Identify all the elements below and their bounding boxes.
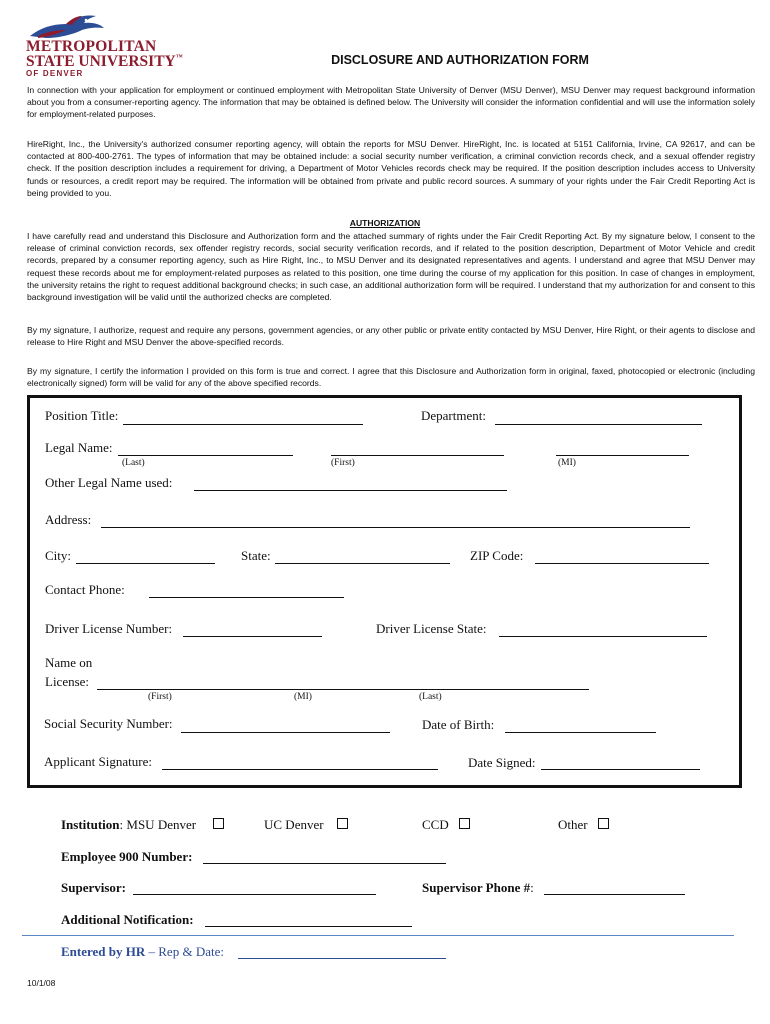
license-label: License: — [45, 674, 90, 689]
supervisor-phone-field[interactable] — [544, 894, 685, 895]
hr-section-divider — [22, 935, 734, 936]
name-on-label: Name on — [45, 655, 93, 670]
driver-license-state-label: Driver License State: — [376, 621, 487, 636]
contact-phone-field[interactable] — [149, 597, 344, 598]
legal-name-first-field[interactable] — [331, 455, 504, 456]
date-signed-field[interactable] — [541, 769, 700, 770]
address-label: Address: — [45, 512, 92, 527]
other-label: Other — [558, 817, 588, 832]
supervisor-label: Supervisor: — [61, 880, 126, 895]
name-on-license-field[interactable] — [97, 689, 589, 690]
msu-denver-checkbox[interactable] — [213, 818, 224, 829]
legal-name-first-caption: (First) — [331, 458, 355, 468]
position-title-field[interactable] — [123, 424, 363, 425]
employee-900-field[interactable] — [203, 863, 446, 864]
other-checkbox[interactable] — [598, 818, 609, 829]
legal-name-label: Legal Name: — [45, 440, 113, 455]
license-last-caption: (Last) — [419, 692, 442, 702]
license-mi-caption: (MI) — [294, 692, 312, 702]
ssn-label: Social Security Number: — [44, 716, 173, 731]
rep-date-field[interactable] — [238, 958, 446, 959]
logo-text-metropolitan: METROPOLITAN — [26, 38, 157, 55]
trademark-symbol: ™ — [175, 53, 183, 61]
uc-denver-checkbox[interactable] — [337, 818, 348, 829]
version-date: 10/1/08 — [27, 978, 56, 988]
other-legal-name-label: Other Legal Name used: — [45, 475, 173, 490]
applicant-signature-label: Applicant Signature: — [44, 754, 152, 769]
institution-label: Institution: MSU Denver — [61, 817, 197, 832]
date-of-birth-field[interactable] — [505, 732, 656, 733]
authorization-heading: AUTHORIZATION — [349, 218, 421, 228]
supervisor-field[interactable] — [133, 894, 376, 895]
legal-name-last-caption: (Last) — [122, 458, 145, 468]
zip-code-field[interactable] — [535, 563, 709, 564]
additional-notification-label: Additional Notification: — [61, 912, 194, 927]
ssn-field[interactable] — [181, 732, 390, 733]
department-field[interactable] — [495, 424, 702, 425]
date-signed-label: Date Signed: — [468, 755, 536, 770]
state-label: State: — [241, 548, 271, 563]
applicant-signature-field[interactable] — [162, 769, 438, 770]
state-field[interactable] — [275, 563, 450, 564]
position-title-label: Position Title: — [45, 408, 119, 423]
form-title: DISCLOSURE AND AUTHORIZATION FORM — [331, 53, 589, 67]
license-first-caption: (First) — [148, 692, 172, 702]
entered-by-hr-label: Entered by HR – Rep & Date: — [61, 944, 224, 959]
additional-notification-field[interactable] — [205, 926, 412, 927]
legal-name-mi-field[interactable] — [556, 455, 689, 456]
certification-paragraph: By my signature, I certify the information I provided on this form is true and correct. I agree that this Disclosure and Authorization form in original, faxed, photocopied or electronic (including electronically signed) form will be valid for any of the above specified records. — [27, 366, 755, 389]
contact-phone-label: Contact Phone: — [45, 582, 125, 597]
supervisor-phone-label: Supervisor Phone #: — [422, 880, 534, 895]
release-paragraph: By my signature, I authorize, request and require any persons, government agencies, or any other public or private entity contacted by MSU Denver, Hire Right, or their agents to disclose and release to Hire Right and MSU Denver the above-specified records. — [27, 325, 755, 348]
logo-text-of-denver: OF DENVER — [26, 69, 84, 78]
legal-name-mi-caption: (MI) — [558, 458, 576, 468]
intro-paragraph: In connection with your application for employment or continued employment with Metropolitan State University of Denver (MSU Denver), MSU Denver may request background information about you from a consumer-reporting agency. The information that may be obtained is defined below. The University will consider the information confidential and will use the information solely for employment-related purposes. — [27, 85, 755, 120]
authorization-paragraph: I have carefully read and understand this Disclosure and Authorization form and the attached summary of rights under the Fair Credit Reporting Act. By my signature below, I consent to the release of criminal conviction records, sex offender registry records, social security verification records, and if related to the position description, Department of Motor Vehicle and credit records, prepared by a consumer reporting agency, such as Hire Right, Inc., to MSU Denver and its designated representatives and agents. I understand and agree that MSU Denver may request these records about me for employment-related purposes as related to this position, one time during the course of my application for this position. In case of changes in employment, the university retains the right to request additional background checks; in such case, an additional authorization form will be required. I understand that my authorization for and consent to this background investigation will be valid until the authorized checks are completed. — [27, 231, 755, 303]
ccd-checkbox[interactable] — [459, 818, 470, 829]
legal-name-last-field[interactable] — [118, 455, 293, 456]
other-legal-name-field[interactable] — [194, 490, 507, 491]
ccd-label: CCD — [422, 817, 449, 832]
date-of-birth-label: Date of Birth: — [422, 717, 495, 732]
logo-text-state-university: STATE UNIVERSITY™ — [26, 53, 183, 70]
hireright-paragraph: HireRight, Inc., the University's authorized consumer reporting agency, will obtain the reports for MSU Denver. HireRight, Inc. is located at 5151 California, Irvine, CA 92617, and can be contacted at 800-400-2761. The types of information that may be obtained include: a social security number verification, a criminal conviction records check, and a sexual offender registry check. If the position description includes a requirement for driving, a Department of Motor Vehicles records check may be required. If the position description includes access to University funds or resources, a credit report may be required. The information will be obtained from private and public record sources. A summary of your rights under the Fair Credit Reporting Act is being provided to you. — [27, 139, 755, 198]
zip-code-label: ZIP Code: — [470, 548, 524, 563]
employee-900-label: Employee 900 Number: — [61, 849, 193, 864]
address-field[interactable] — [101, 527, 690, 528]
driver-license-state-field[interactable] — [499, 636, 707, 637]
uc-denver-label: UC Denver — [264, 817, 324, 832]
driver-license-number-label: Driver License Number: — [45, 621, 173, 636]
driver-license-number-field[interactable] — [183, 636, 322, 637]
city-field[interactable] — [76, 563, 215, 564]
city-label: City: — [45, 548, 72, 563]
department-label: Department: — [421, 408, 486, 423]
